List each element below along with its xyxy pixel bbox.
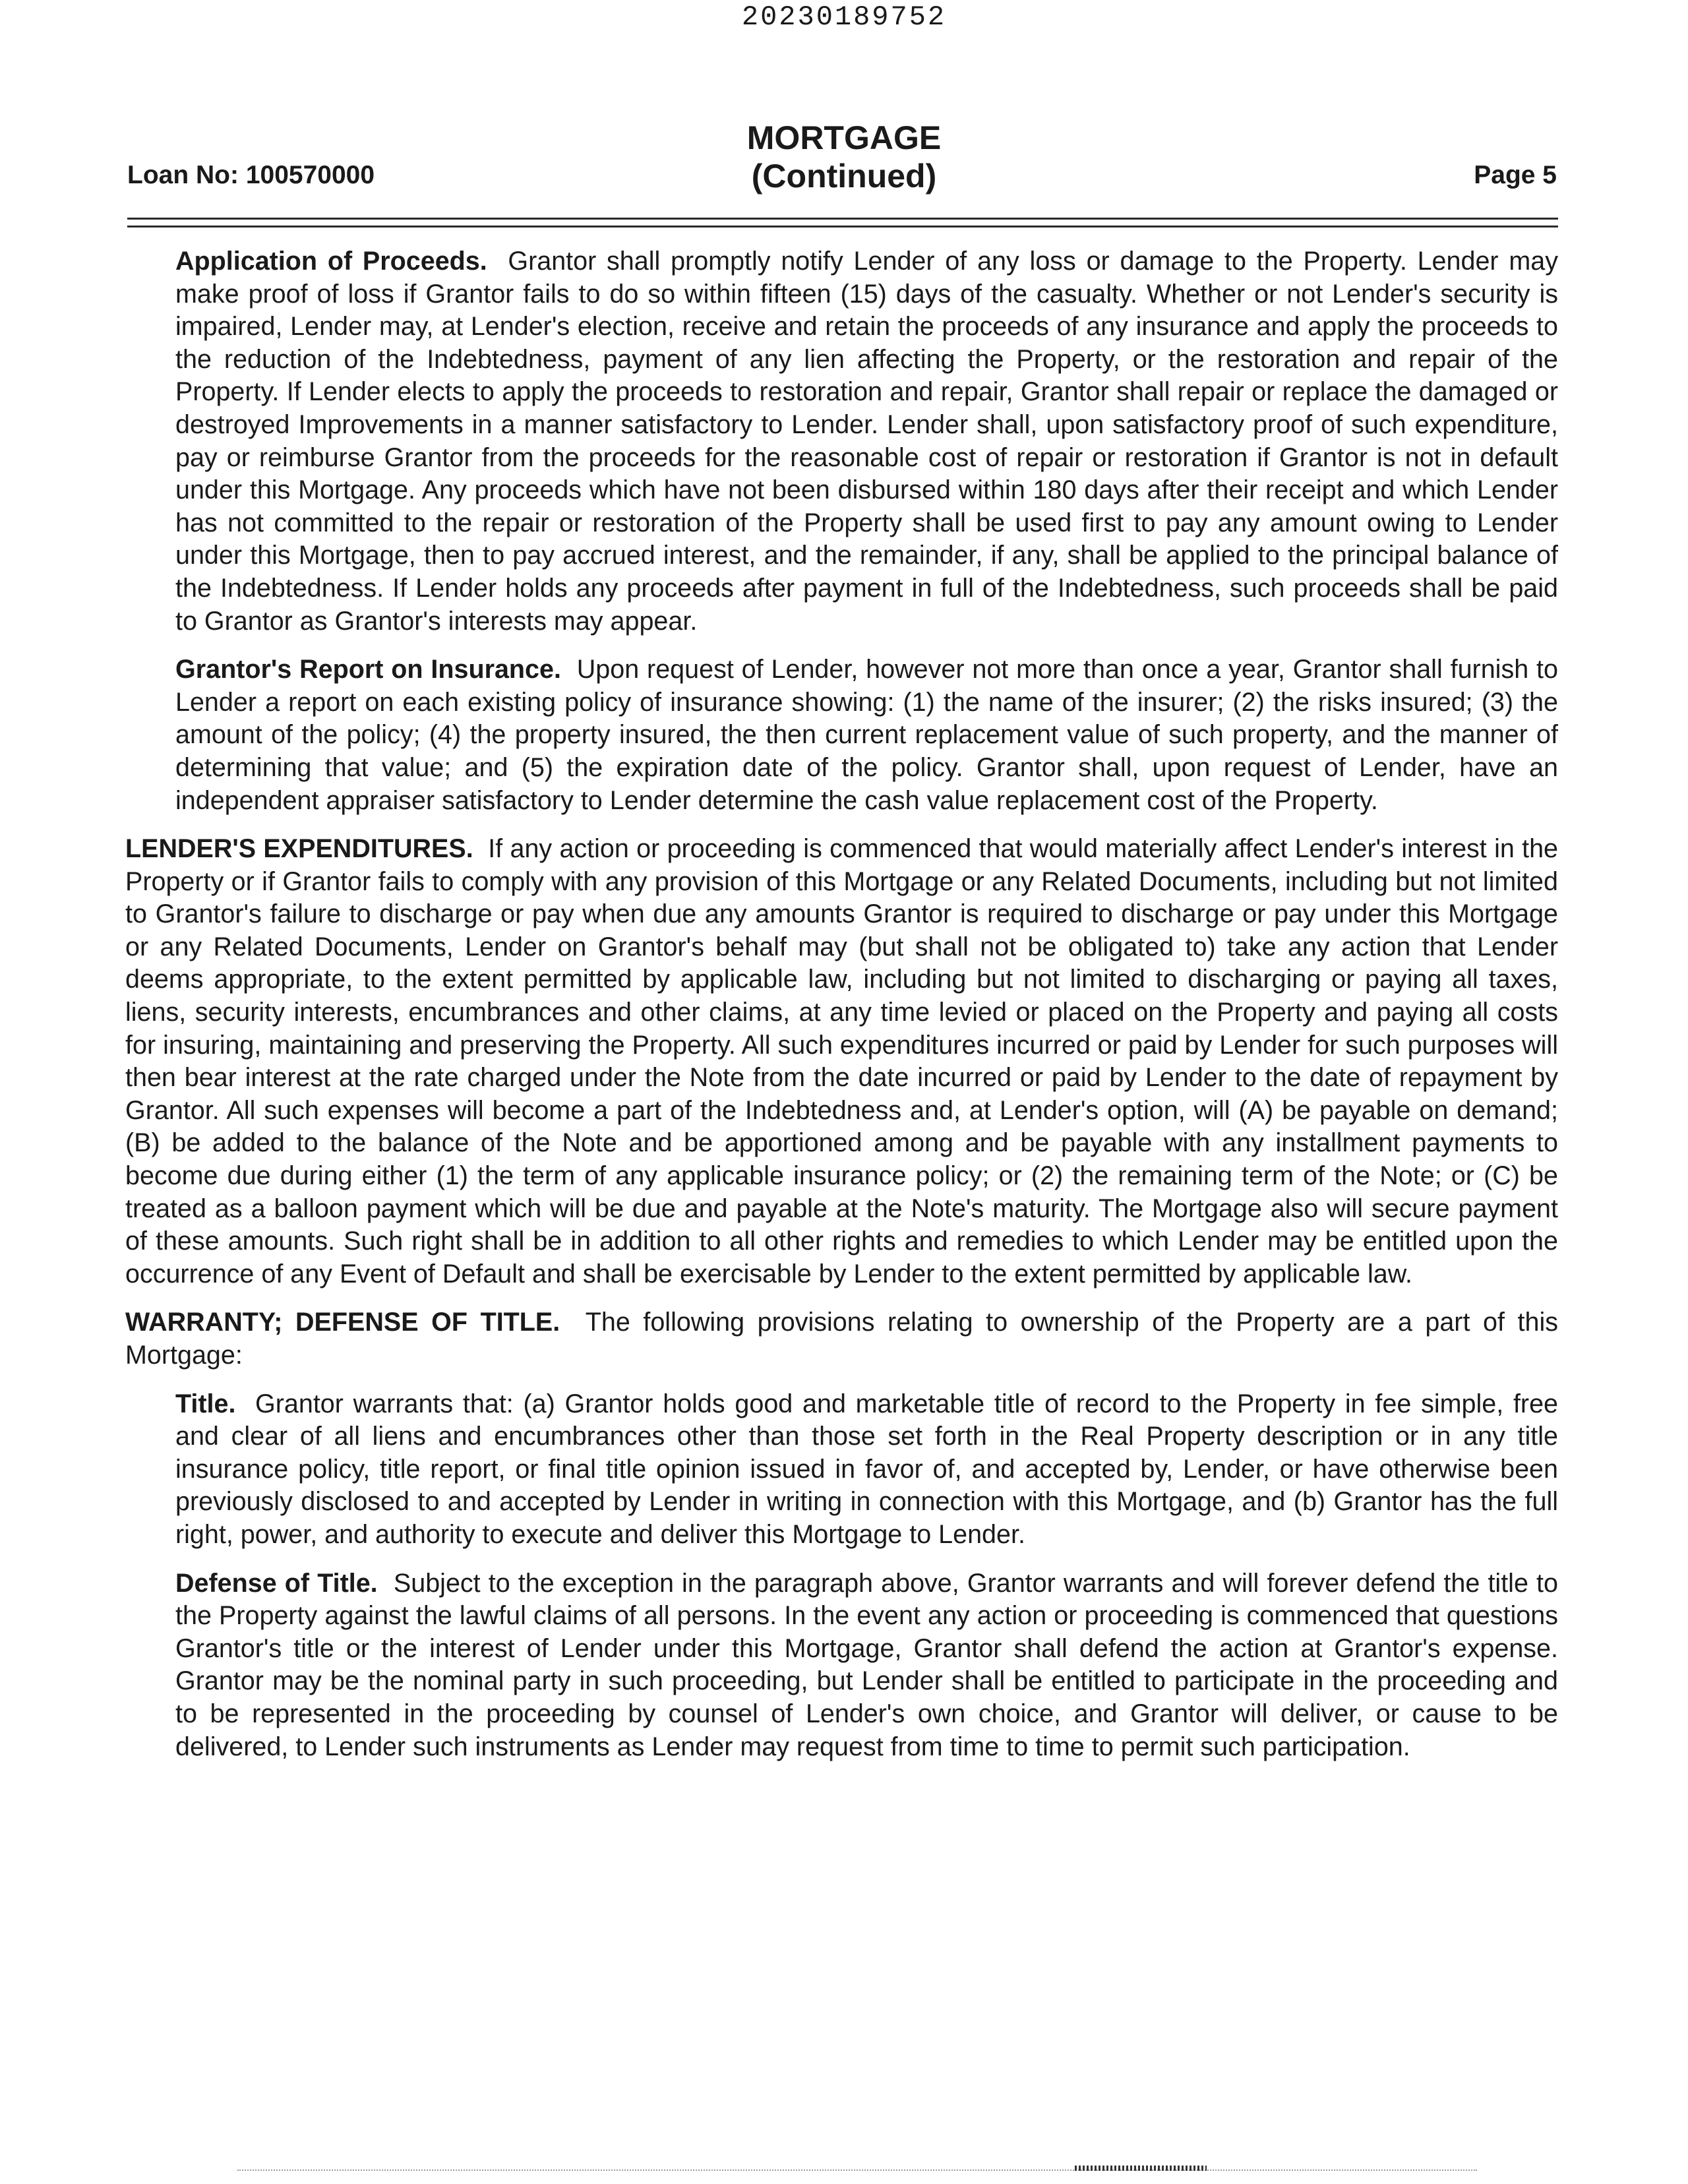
paragraph-grantors-report-on-insurance — [175, 653, 1558, 817]
paragraph-heading: Application of Proceeds. — [175, 247, 487, 276]
paragraph-warranty-defense-of-title — [125, 1306, 1558, 1372]
paragraph-heading: WARRANTY; DEFENSE OF TITLE. — [125, 1308, 560, 1337]
paragraph-text: Grantor shall promptly notify Lender of any loss or damage to the Property. Lender may make proof of loss if Grantor fails to do so within fifteen (15) days of the casualty. Whether or not Lender's security is impaired, Lender may, at Lender's election, receive and retain the proceeds of any insurance and apply the proceeds to the reduction of the Indebtedness, payment of any lien affecting the Property, or the restoration and repair of the Property. If Lender elects to apply the proceeds to restoration and repair, Grantor shall repair or replace the damaged or destroyed Improvements in a manner satisfactory to Lender. Lender shall, upon satisfactory proof of such expenditure, pay or reimburse Grantor from the proceeds for the reasonable cost of repair or restoration if Grantor is not in default under this Mortgage. Any proceeds which have not been disbursed within 180 days after their receipt and which Lender has not committed to the repair or restoration of the Property shall be used first to pay any amount owing to Lender under this Mortgage, then to pay accrued interest, and the remainder, if any, shall be applied to the principal balance of the Indebtedness. If Lender holds any proceeds after payment in full of the Indebtedness, such proceeds shall be paid to Grantor as Grantor's interests may appear. — [175, 247, 1559, 636]
paragraph-heading: Title. — [175, 1389, 236, 1418]
paragraph-defense-of-title — [175, 1567, 1558, 1764]
loan-number-block — [127, 161, 375, 190]
paragraph-text: Upon request of Lender, however not more than once a year, Grantor shall furnish to Lender a report on each existing policy of insurance showing: (1) the name of the insurer; (2) the risks insured; (3) the amount of the policy; (4) the property insured, the then current replacement value of such property, and the manner of determining that value; and (5) the expiration date of the policy. Grantor shall, upon request of Lender, have an independent appraiser satisfactory to Lender determine the cash value replacement cost of the Property. — [175, 655, 1558, 815]
paragraph-text: The following provisions relating to ownership of the Property are a part of this Mortgage: — [125, 1308, 1559, 1370]
scan-artifact-line — [237, 2169, 1477, 2171]
paragraph-heading: LENDER'S EXPENDITURES. — [125, 834, 473, 864]
paragraph-heading: Grantor's Report on Insurance. — [175, 655, 561, 684]
title-line-1: MORTGAGE — [746, 119, 942, 156]
paragraph-heading: Defense of Title. — [175, 1568, 378, 1598]
loan-label: Loan No: — [127, 161, 239, 189]
barcode-strip — [1075, 2166, 1207, 2171]
paragraph-title — [175, 1388, 1558, 1552]
paragraph-text: Subject to the exception in the paragraph above, Grantor warrants and will forever defend the title to the Property against the lawful claims of all persons. In the event any action or proceeding is commenced that questions Grantor's title or the interest of Lender under this Mortgage, Grantor shall defend the action at Grantor's expense. Grantor may be the nominal party in such proceeding, but Lender shall be entitled to participate in the proceeding and to be represented in the proceeding by counsel of Lender's own choice, and Grantor will deliver, or cause to be delivered, to Lender such instruments as Lender may request from time to time to permit such participation. — [175, 1568, 1558, 1761]
document-number: 20230189752 — [741, 1, 947, 33]
document-body — [125, 245, 1558, 1779]
header-divider-bottom — [127, 226, 1558, 228]
header-divider-top — [127, 218, 1558, 220]
paragraph-text: Grantor warrants that: (a) Grantor holds good and marketable title of record to the Property in fee simple, free and clear of all liens and encumbrances other than those set forth in the Real Property description or in any title insurance policy, title report, or final title opinion issued in favor of, and accepted by, Lender, or have otherwise been previously disclosed to and accepted by Lender in writing in connection with this Mortgage, and (b) Grantor has the full right, power, and authority to execute and deliver this Mortgage to Lender. — [175, 1389, 1559, 1549]
paragraph-lenders-expenditures — [125, 833, 1558, 1290]
page-number: Page 5 — [1474, 161, 1557, 189]
loan-number: 100570000 — [245, 161, 375, 189]
paragraph-text: If any action or proceeding is commenced that would materially affect Lender's interest in the Property or if Grantor fails to comply with any provision of this Mortgage or any Related Documents, including but not limited to Grantor's failure to discharge or pay when due any amounts Grantor is required to discharge or pay under this Mortgage or any Related Documents, Lender on Grantor's behalf may (but shall not be obligated to) take any action that Lender deems appropriate, to the extent permitted by applicable law, including but not limited to discharging or paying all taxes, liens, security interests, encumbrances and other claims, at any time levied or placed on the Property and paying all costs for insuring, maintaining and preserving the Property. All such expenditures incurred or paid by Lender for such purposes will then bear interest at the rate charged under the Note from the date incurred or paid by Lender to the date of repayment by Grantor. All such expenses will become a part of the Indebtedness and, at Lender's option, will (A) be payable on demand; (B) be added to the balance of the Note and be apportioned among and be payable with any installment payments to become due during either (1) the term of any applicable insurance policy; or (2) the remaining term of the Note; or (C) be treated as a balloon payment which will be due and payable at the Note's maturity. The Mortgage also will secure payment of these amounts. Such right shall be in addition to all other rights and remedies to which Lender may be entitled upon the occurrence of any Event of Default and shall be exercisable by Lender to the extent permitted by applicable law. — [125, 834, 1559, 1289]
title-line-2: (Continued) — [751, 158, 937, 195]
paragraph-application-of-proceeds — [175, 245, 1558, 638]
